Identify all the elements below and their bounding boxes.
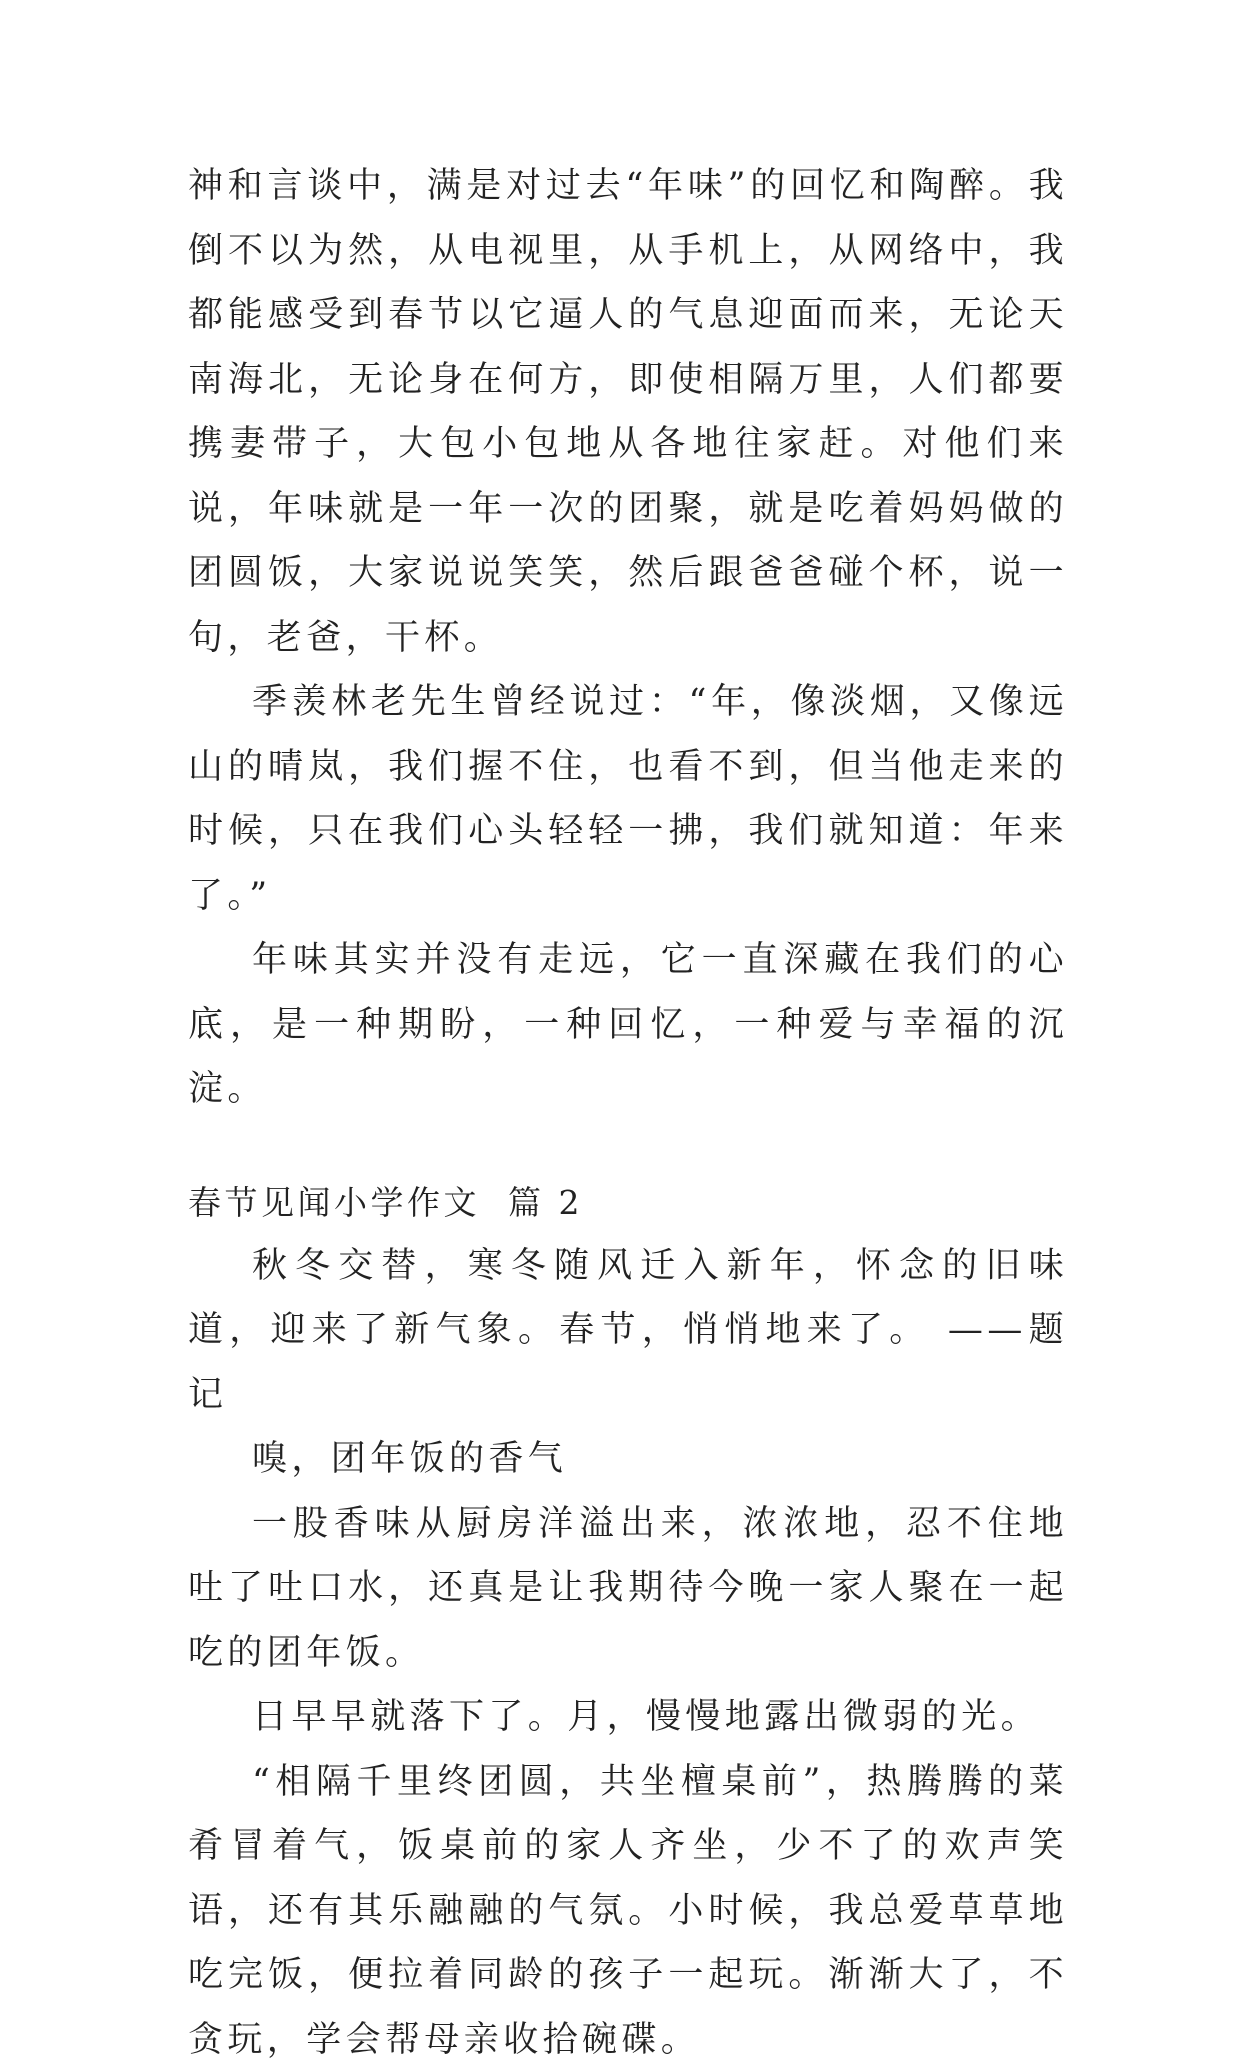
paragraph-subtitle: 嗅，团年饭的香气 bbox=[188, 1427, 1068, 1492]
paragraph-continuation: 神和言谈中，满是对过去“年味”的回忆和陶醉。我倒不以为然，从电视里，从手机上，从网络中，我都能感受到春节以它逼人的气息迎面而来，无论天南海北，无论身在何方，即使相隔万里，人们都要携妻带子，大包小包地从各地往家赶。对他们来说，年味就是一年一次的团聚，就是吃着妈妈做的团圆饭，大家说说笑笑，然后跟爸爸碰个杯，说一句，老爸，干杯。 bbox=[188, 154, 1068, 670]
paragraph-epigraph: 秋冬交替，寒冬随风迁入新年，怀念的旧味道，迎来了新气象。春节，悄悄地来了。 ——题记 bbox=[188, 1234, 1068, 1428]
paragraph-conclusion: 年味其实并没有走远，它一直深藏在我们的心底，是一种期盼，一种回忆，一种爱与幸福的沉淀。 bbox=[188, 928, 1068, 1122]
paragraph-evening: 日早早就落下了。月，慢慢地露出微弱的光。 bbox=[188, 1685, 1068, 1750]
document-page bbox=[188, 154, 1068, 2072]
section-gap bbox=[188, 1122, 1068, 1172]
section-heading: 春节见闻小学作文 篇 2 bbox=[188, 1172, 1068, 1234]
paragraph-aroma: 一股香味从厨房洋溢出来，浓浓地，忍不住地吐了吐口水，还真是让我期待今晚一家人聚在一起吃的团年饭。 bbox=[188, 1492, 1068, 1686]
paragraph-quote-ji-xianlin: 季羡林老先生曾经说过：“年，像淡烟，又像远山的晴岚，我们握不住，也看不到，但当他走来的时候，只在我们心头轻轻一拂，我们就知道：年来了。” bbox=[188, 670, 1068, 928]
paragraph-reunion-dinner: “相隔千里终团圆，共坐檀桌前”，热腾腾的菜肴冒着气，饭桌前的家人齐坐，少不了的欢声笑语，还有其乐融融的气氛。小时候，我总爱草草地吃完饭，便拉着同龄的孩子一起玩。渐渐大了，不贪玩，学会帮母亲收拾碗碟。 bbox=[188, 1750, 1068, 2072]
